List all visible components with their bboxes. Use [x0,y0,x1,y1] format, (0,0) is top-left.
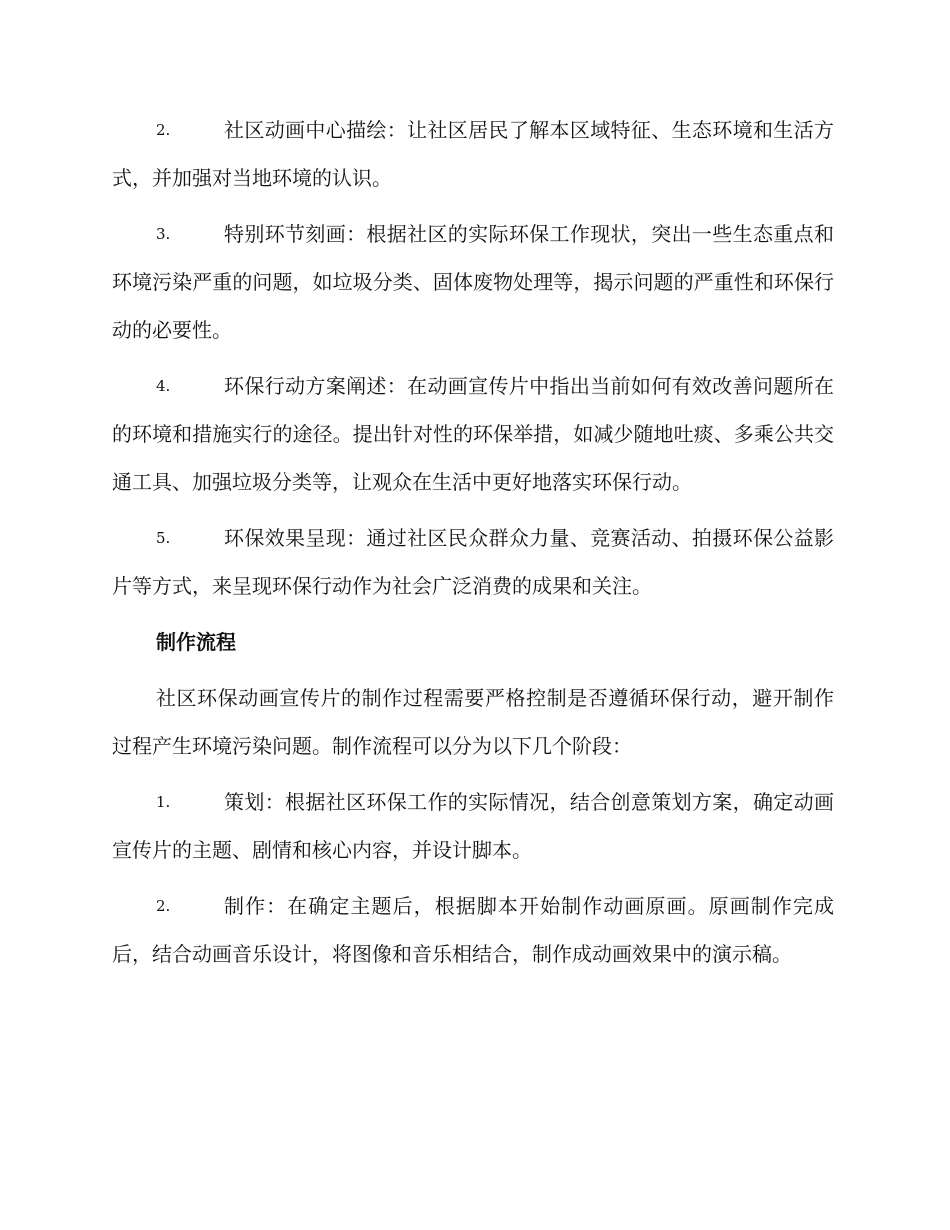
list-item-text: 社区动画中心描绘：让社区居民了解本区域特征、生态环境和生活方式，并加强对当地环境的认识。 [112,118,834,190]
list-item-number: 3. [156,225,171,243]
document-content [112,106,834,986]
list-item [112,210,834,354]
list-item-text: 制作：在确定主题后，根据脚本开始制作动画原画。原画制作完成后，结合动画音乐设计，将图像和音乐相结合，制作成动画效果中的演示稿。 [112,894,834,966]
section-heading: 制作流程 [156,630,236,654]
list-item [112,362,834,506]
list-item-text: 特别环节刻画：根据社区的实际环保工作现状，突出一些生态重点和环境污染严重的问题，如垃圾分类、固体废物处理等，揭示问题的严重性和环保行动的必要性。 [112,222,834,342]
list-item-number: 2. [156,121,171,139]
intro-paragraph: 社区环保动画宣传片的制作过程需要严格控制是否遵循环保行动，避开制作过程产生环境污染问题。制作流程可以分为以下几个阶段： [112,686,834,758]
list-item [112,778,834,874]
list-item [112,106,834,202]
list-item-number: 1. [156,793,171,811]
list-item [112,514,834,610]
list-item-number: 5. [156,529,171,547]
list-item-text: 环保效果呈现：通过社区民众群众力量、竞赛活动、拍摄环保公益影片等方式，来呈现环保行动作为社会广泛消费的成果和关注。 [112,526,834,598]
list-item-number: 2. [156,897,171,915]
list-item [112,882,834,978]
list-item-text: 策划：根据社区环保工作的实际情况，结合创意策划方案，确定动画宣传片的主题、剧情和核心内容，并设计脚本。 [112,790,834,862]
list-item-text: 环保行动方案阐述：在动画宣传片中指出当前如何有效改善问题所在的环境和措施实行的途径。提出针对性的环保举措，如减少随地吐痰、多乘公共交通工具、加强垃圾分类等，让观众在生活中更好地落实环保行动。 [112,374,834,494]
list-item-number: 4. [156,377,171,395]
